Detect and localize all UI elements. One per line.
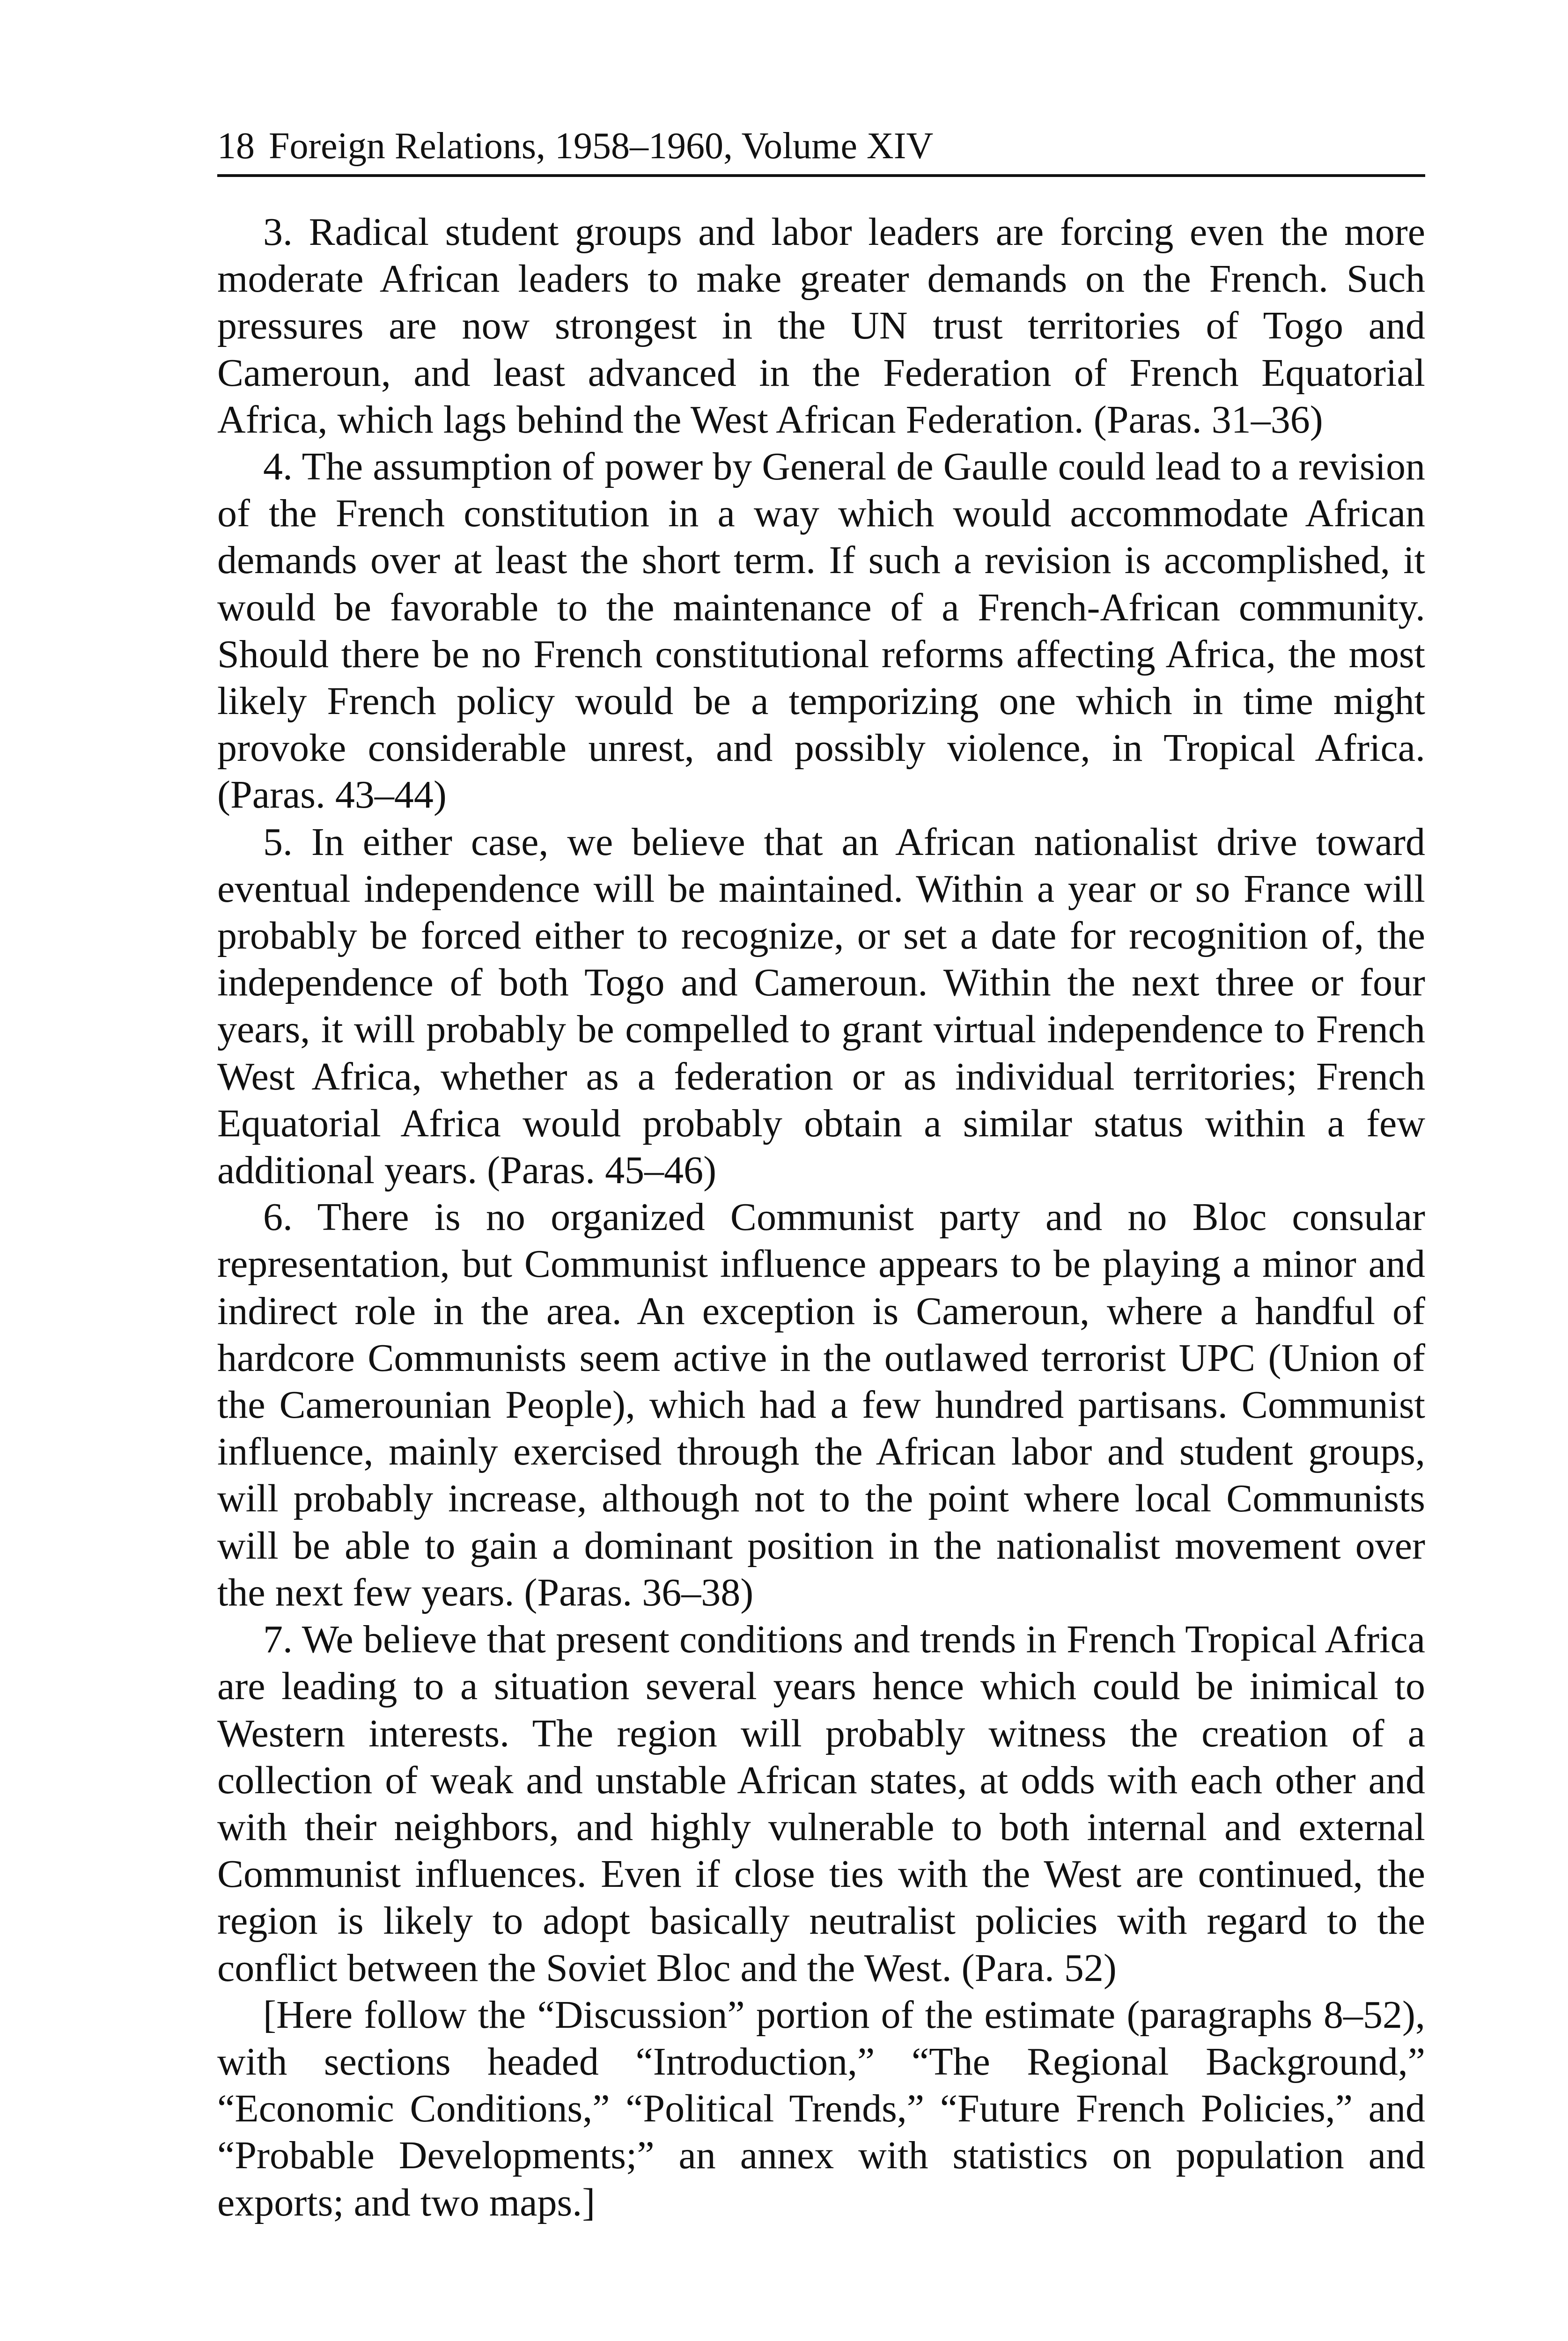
document-page xyxy=(217,123,1425,2226)
paragraph-4: 4. The assumption of power by General de Gaulle could lead to a revision of the French constitution in a way which would accommodate African demands over at least the short term. If such a revision is accomplished, it would be favorable to the maintenance of a French-African community. Should there be no French constitutional reforms affecting Africa, the most likely French policy would be a temporizing one which in time might provoke considerable unrest, and possibly violence, in Tropical Africa. (Paras. 43–44) xyxy=(217,445,1425,817)
running-head-title: Foreign Relations, 1958–1960, Volume XIV xyxy=(269,125,934,167)
page-number: 18 xyxy=(217,125,255,167)
paragraph-7: 7. We believe that present conditions and trends in French Tropical Africa are leading to a situation several years hence which could be inimical to Western interests. The region will probably witness the creation of a collection of weak and unstable African states, at odds with each other and with their neighbors, and highly vulnerable to both internal and external Communist influences. Even if close ties with the West are continued, the region is likely to adopt basically neutralist policies with regard to the conflict between the Soviet Bloc and the West. (Para. 52) xyxy=(217,1618,1425,1990)
editorial-note: [Here follow the “Discussion” portion of the estimate (paragraphs 8–52), with sections headed “Introduction,” “The Regional Background,” “Economic Conditions,” “Political Trends,” “Future French Policies,” and “Probable Developments;” an annex with statistics on population and exports; and two maps.] xyxy=(217,1993,1425,2224)
paragraph-6: 6. There is no organized Communist party and no Bloc consular representation, but Communist influence appears to be playing a minor and indirect role in the area. An exception is Cameroun, where a handful of hardcore Communists seem active in the outlawed terrorist UPC (Union of the Camerounian People), which had a few hundred partisans. Communist influence, mainly exercised through the African labor and student groups, will probably increase, although not to the point where local Communists will be able to gain a dominant position in the nationalist movement over the next few years. (Paras. 36–38) xyxy=(217,1195,1425,1614)
body-text xyxy=(217,209,1425,2226)
paragraph-5: 5. In either case, we believe that an African nationalist drive toward eventual independence will be maintained. Within a year or so France will probably be forced either to recognize, or set a date for recognition of, the independence of both Togo and Cameroun. Within the next three or four years, it will probably be compelled to grant virtual independence to French West Africa, whether as a federation or as individual territories; French Equatorial Africa would probably obtain a similar status within a few additional years. (Paras. 45–46) xyxy=(217,820,1425,1193)
paragraph-3: 3. Radical student groups and labor leaders are forcing even the more moderate African leaders to make greater demands on the French. Such pressures are now strongest in the UN trust territories of Togo and Cameroun, and least advanced in the Federation of French Equatorial Africa, which lags behind the West African Federation. (Paras. 31–36) xyxy=(217,210,1425,442)
running-head xyxy=(217,123,1425,177)
